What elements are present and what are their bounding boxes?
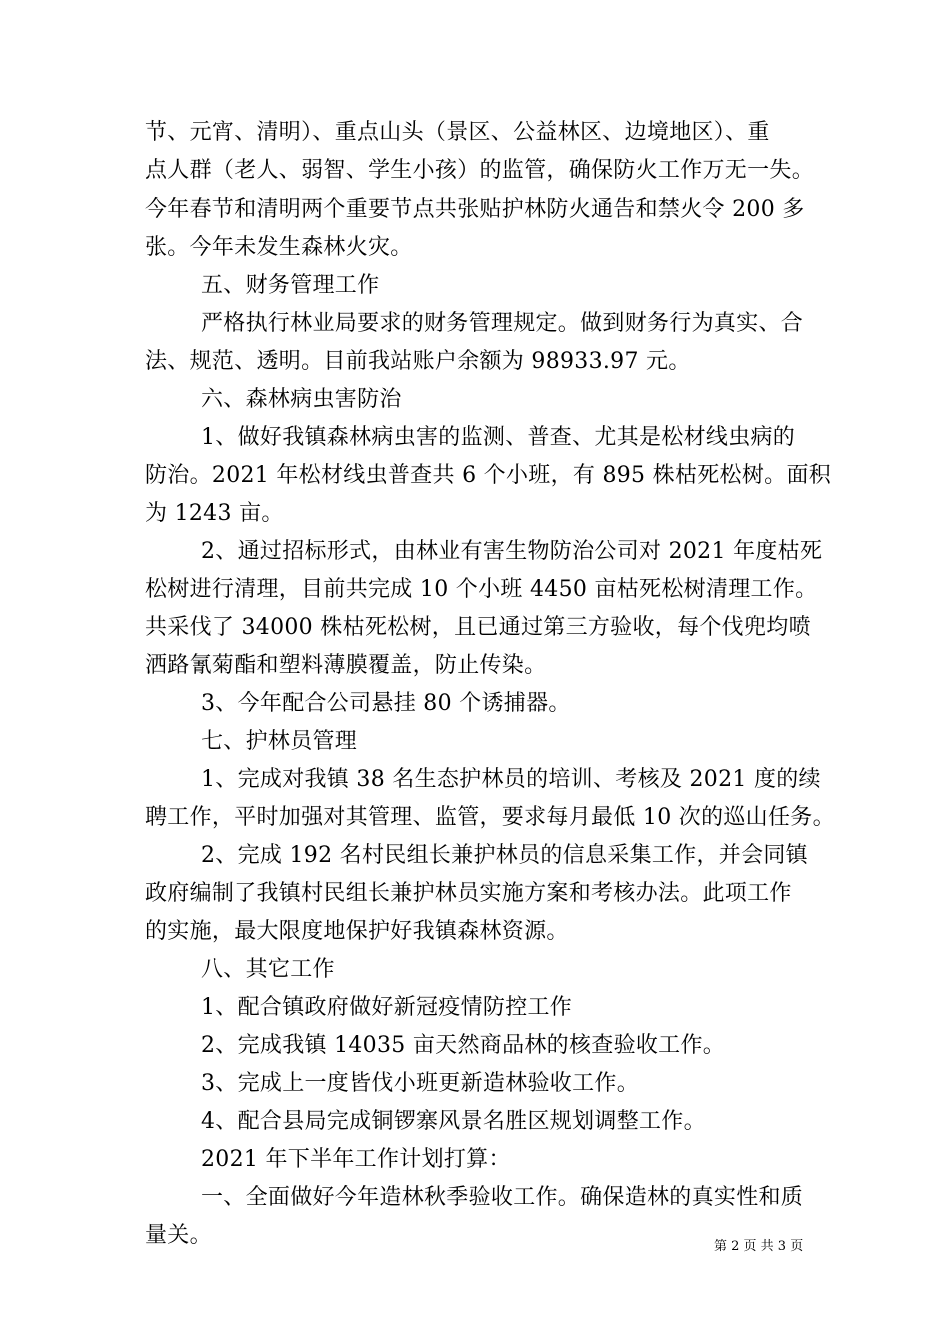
text-line: 1、配合镇政府做好新冠疫情防控工作: [201, 995, 573, 1020]
text-line: 严格执行林业局要求的财务管理规定。做到财务行为真实、合: [201, 311, 804, 336]
text-line: 的实施，最大限度地保护好我镇森林资源。: [145, 919, 569, 944]
text-line: 3、今年配合公司悬挂 80 个诱捕器。: [201, 691, 571, 716]
text-line: 松树进行清理，目前共完成 10 个小班 4450 亩枯死松树清理工作。: [145, 577, 818, 602]
text-line: 1、完成对我镇 38 名生态护林员的培训、考核及 2021 度的续: [201, 767, 821, 792]
text-line: 4、配合县局完成铜锣寨风景名胜区规划调整工作。: [201, 1109, 706, 1134]
text-line: 2、完成 192 名村民组长兼护林员的信息采集工作，并会同镇: [201, 843, 808, 868]
section-heading-pest-control: 六、森林病虫害防治: [201, 387, 402, 412]
text-line: 量关。: [145, 1223, 212, 1248]
text-line: 一、全面做好今年造林秋季验收工作。确保造林的真实性和质: [201, 1185, 804, 1210]
text-line: 1、做好我镇森林病虫害的监测、普查、尤其是松材线虫病的: [201, 425, 796, 450]
text-line: 今年春节和清明两个重要节点共张贴护林防火通告和禁火令 200 多: [145, 197, 805, 222]
text-line: 2、完成我镇 14035 亩天然商品林的核查验收工作。: [201, 1033, 726, 1058]
text-line: 政府编制了我镇村民组长兼护林员实施方案和考核办法。此项工作: [145, 881, 792, 906]
text-line: 洒路氰菊酯和塑料薄膜覆盖，防止传染。: [145, 653, 547, 678]
text-line: 防治。2021 年松材线虫普查共 6 个小班，有 895 株枯死松树。面积: [145, 463, 832, 488]
text-line: 2、通过招标形式，由林业有害生物防治公司对 2021 年度枯死: [201, 539, 823, 564]
text-line: 3、完成上一度皆伐小班更新造林验收工作。: [201, 1071, 639, 1096]
section-heading-ranger-management: 七、护林员管理: [201, 729, 358, 754]
text-line: 聘工作，平时加强对其管理、监管，要求每月最低 10 次的巡山任务。: [145, 805, 835, 830]
text-line: 为 1243 亩。: [145, 501, 284, 526]
plan-heading: 2021 年下半年工作计划打算：: [201, 1147, 511, 1172]
text-line: 法、规范、透明。目前我站账户余额为 98933.97 元。: [145, 349, 691, 374]
text-line: 共采伐了 34000 株枯死松树，且已通过第三方验收，每个伐兜均喷: [145, 615, 811, 640]
text-line: 节、元宵、清明）、重点山头（景区、公益林区、边境地区）、重: [145, 120, 770, 145]
section-heading-finance: 五、财务管理工作: [201, 273, 380, 298]
text-line: 点人群（老人、弱智、学生小孩）的监管，确保防火工作万无一失。: [145, 158, 815, 183]
section-heading-other-work: 八、其它工作: [201, 957, 335, 982]
text-line: 张。今年未发生森林火灾。: [145, 235, 413, 260]
page-number: 第 2 页 共 3 页: [714, 1239, 804, 1254]
